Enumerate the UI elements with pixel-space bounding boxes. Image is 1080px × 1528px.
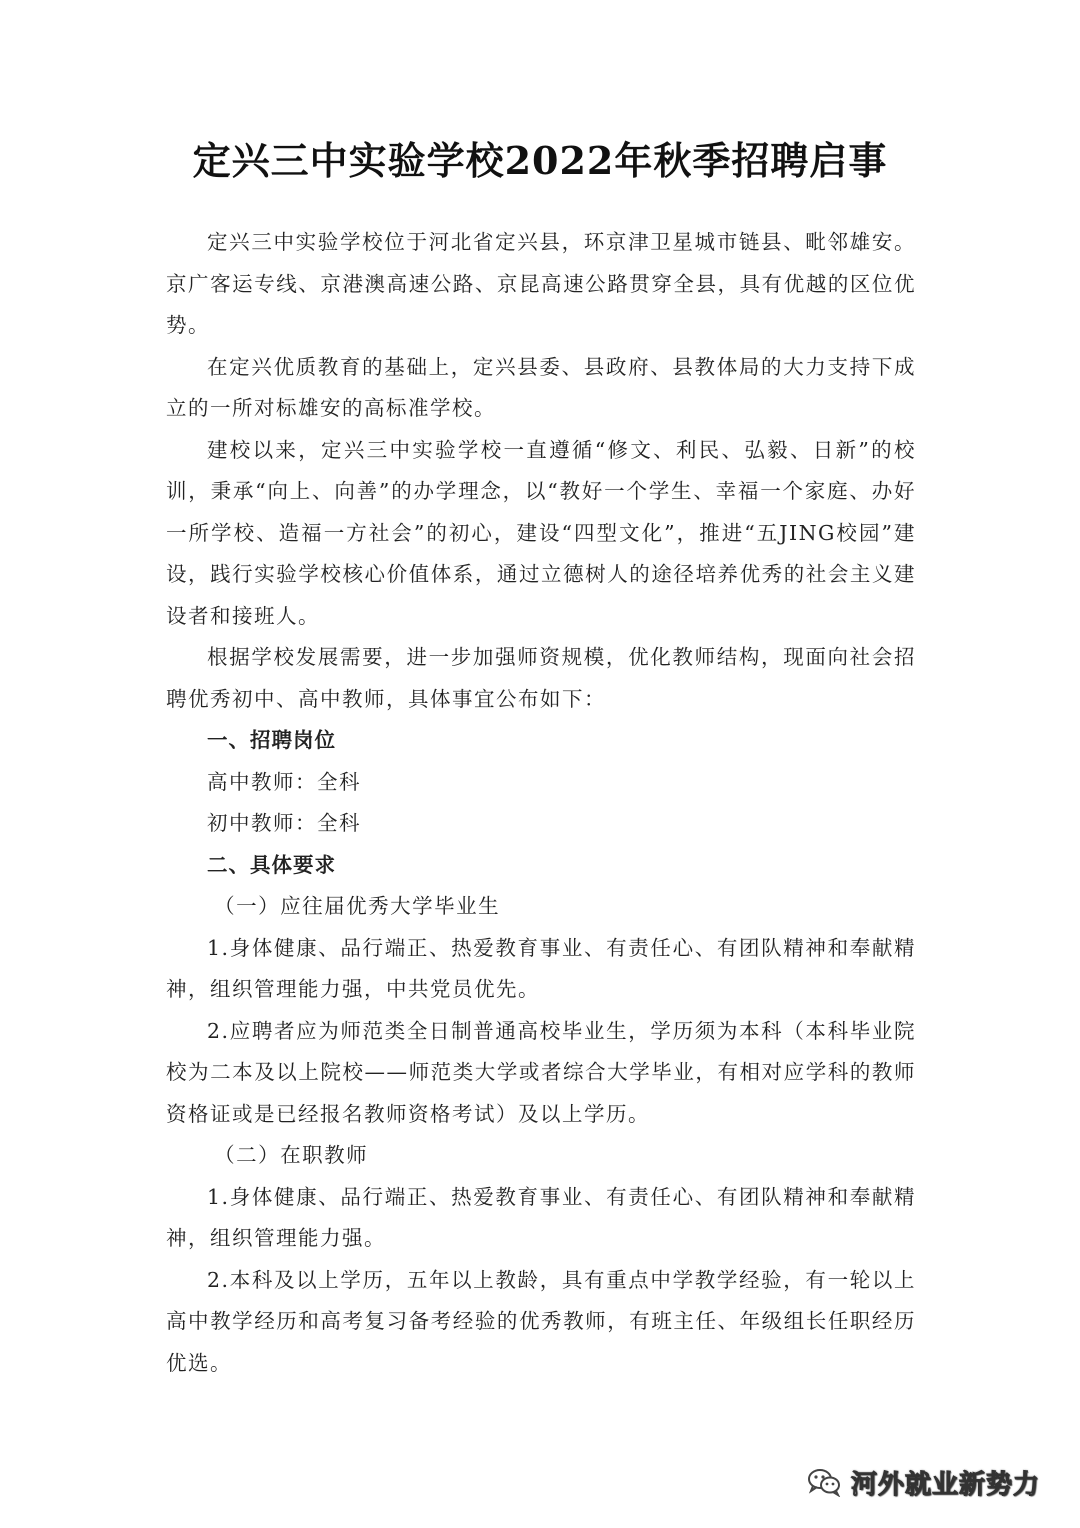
subsection-heading-graduates: （一）应往届优秀大学毕业生 [214,894,501,918]
requirement-item: 1.身体健康、品行端正、热爱教育事业、有责任心、有团队精神和奉献精神，组织管理能力强。 [166,1184,916,1250]
wechat-icon [807,1467,841,1497]
watermark-brand-text: 河外就业新势力 [850,1469,1040,1500]
requirement-item: 1.身体健康、品行端正、热爱教育事业、有责任心、有团队精神和奉献精神，组织管理能力强，中共党员优先。 [166,935,916,1001]
section-heading-requirements: 二、具体要求 [207,852,336,877]
watermark [807,1462,1040,1502]
requirement-item: 2.应聘者应为师范类全日制普通高校毕业生，学历须为本科（本科毕业院校为二本及以上院校——师范类大学或者综合大学毕业，有相对应学科的教师资格证或是已经报名教师资格考试）及以上学历。 [166,1018,916,1126]
intro-paragraph: 在定兴优质教育的基础上，定兴县委、县政府、县教体局的大力支持下成立的一所对标雄安的高标准学校。 [166,354,916,420]
position-item: 初中教师：全科 [207,811,361,835]
position-item: 高中教师：全科 [207,769,361,794]
intro-paragraph: 根据学校发展需要，进一步加强师资规模，优化教师结构，现面向社会招聘优秀初中、高中教师，具体事宜公布如下： [166,645,916,711]
intro-paragraph: 定兴三中实验学校位于河北省定兴县，环京津卫星城市链县、毗邻雄安。京广客运专线、京港澳高速公路、京昆高速公路贯穿全县，具有优越的区位优势。 [166,230,916,337]
section-heading-positions: 一、招聘岗位 [207,728,336,752]
intro-paragraph: 建校以来，定兴三中实验学校一直遵循“修文、利民、弘毅、日新”的校训，秉承“向上、向善”的办学理念，以“教好一个学生、幸福一个家庭、办好一所学校、造福一方社会”的初心，建设“四型文化”，推进“五JING校园”建设，践行实验学校核心价值体系，通过立德树人的途径培养优秀的社会主义建设者和接班人。 [166,437,916,628]
subsection-heading-in-service: （二）在职教师 [214,1143,369,1167]
document-title: 定兴三中实验学校2022年秋季招聘启事 [192,138,888,183]
document-body [166,222,916,1384]
requirement-item: 2.本科及以上学历，五年以上教龄，具有重点中学教学经验，有一轮以上高中教学经历和高考复习备考经验的优秀教师，有班主任、年级组长任职经历优选。 [166,1267,916,1375]
